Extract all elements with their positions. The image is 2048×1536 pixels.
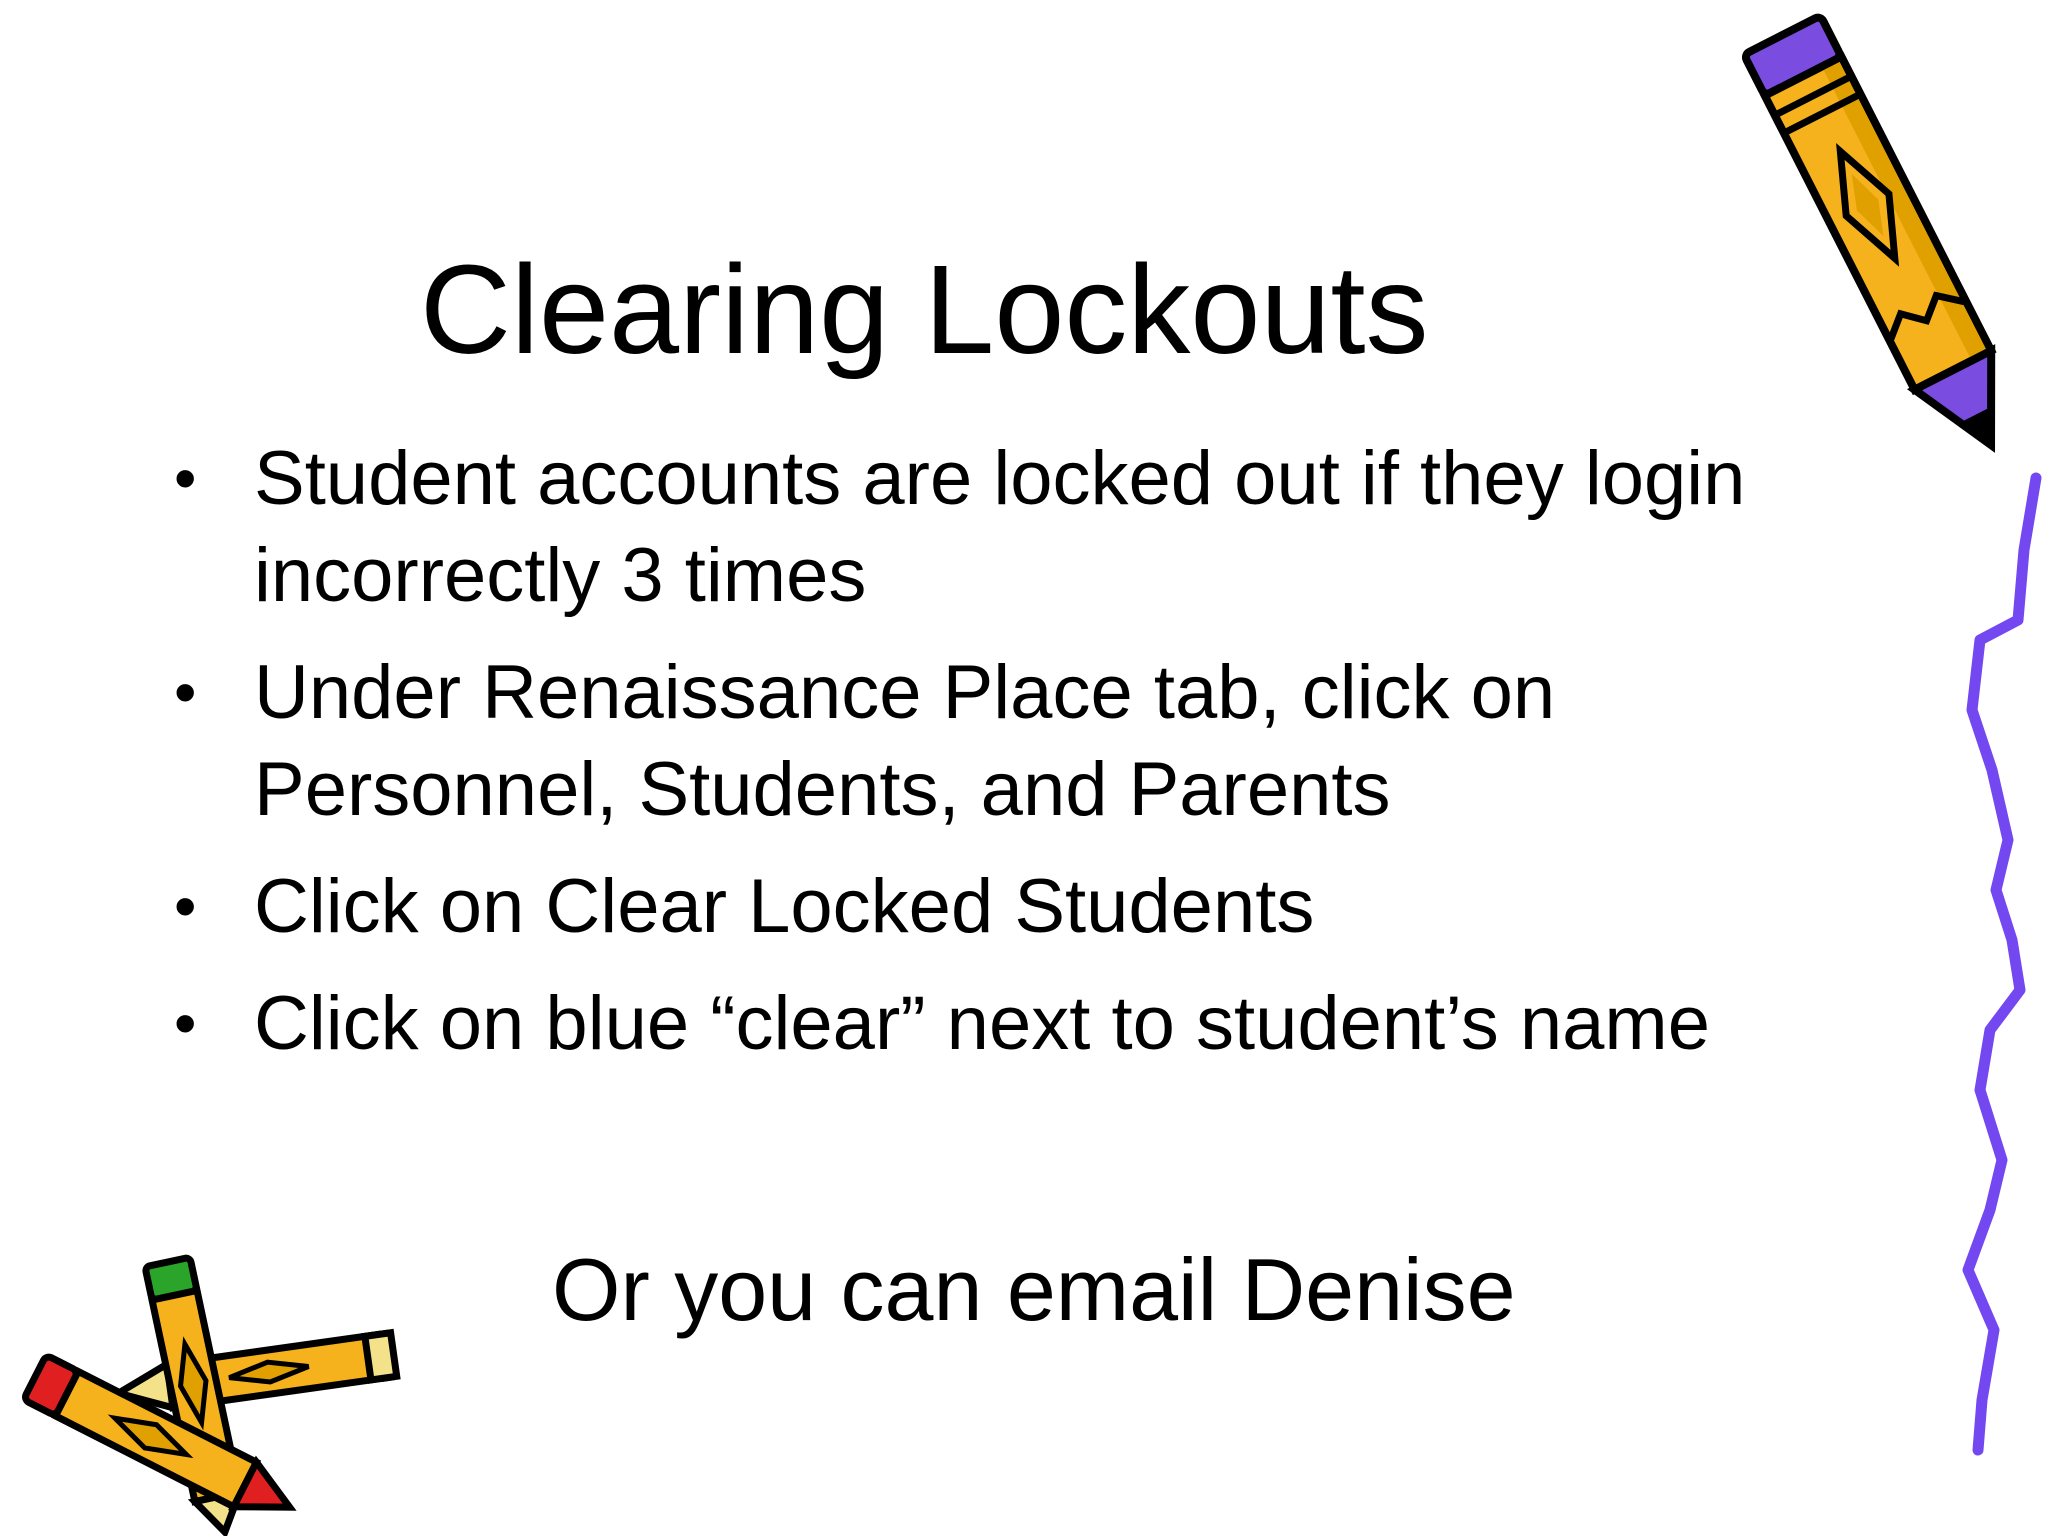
bullet-list — [170, 430, 1890, 1092]
bullet-dot-icon: • — [174, 870, 197, 942]
bullet-dot-icon: • — [174, 656, 197, 728]
pencil-icon — [1728, 0, 2048, 490]
bullet-text: Under Renaissance Place tab, click on Personnel, Students, and Parents — [254, 650, 1556, 832]
bullet-item — [170, 858, 1890, 955]
bullet-item — [170, 644, 1890, 838]
bullet-text: Click on blue “clear” next to student’s name — [254, 981, 1710, 1066]
squiggle-line-icon — [1950, 470, 2048, 1460]
bullet-item — [170, 430, 1890, 624]
bullet-text: Student accounts are locked out if they login incorrectly 3 times — [254, 436, 1746, 618]
bullet-dot-icon: • — [174, 442, 197, 514]
footer-text: Or you can email Denise — [552, 1240, 1516, 1339]
bullet-item — [170, 975, 1890, 1072]
bullet-dot-icon: • — [174, 987, 197, 1059]
slide-title: Clearing Lockouts — [420, 239, 1429, 380]
bullet-text: Click on Clear Locked Students — [254, 864, 1315, 949]
crossed-pencils-icon — [0, 1240, 420, 1536]
